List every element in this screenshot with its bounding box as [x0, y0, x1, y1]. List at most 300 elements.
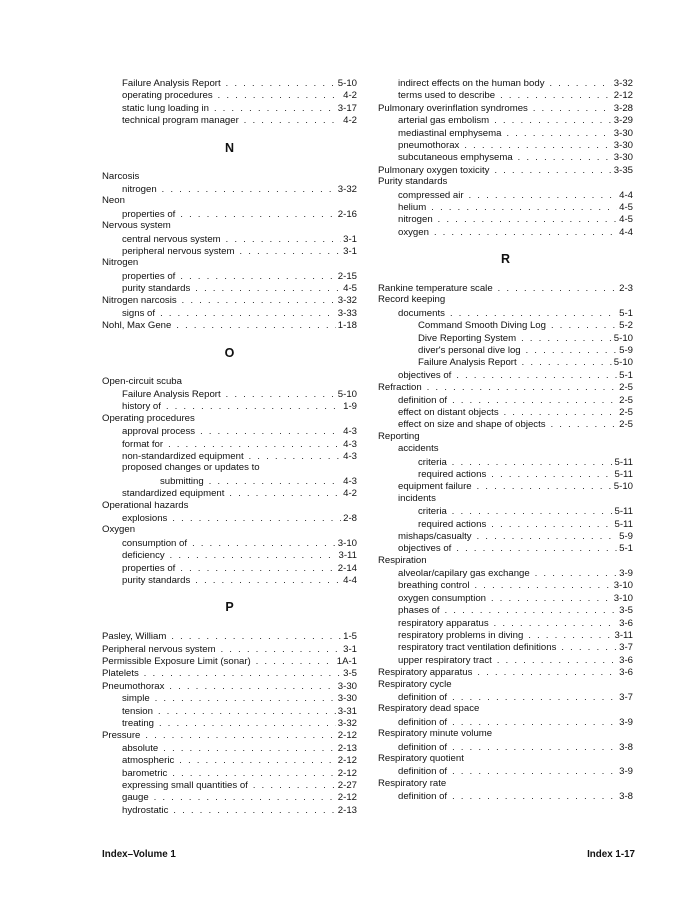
- page-reference: 3-6: [619, 617, 633, 629]
- page-reference: 3-8: [619, 791, 633, 803]
- dot-leader: [452, 394, 617, 406]
- index-entry: [102, 270, 357, 282]
- index-entry: [378, 456, 633, 468]
- page-reference: 3-28: [613, 102, 633, 114]
- dot-leader: [240, 245, 342, 257]
- dot-leader: [452, 456, 613, 468]
- index-entry: [102, 183, 357, 195]
- page-reference: 3-9: [619, 766, 633, 778]
- index-term: Dive Reporting System: [418, 332, 517, 344]
- index-term: Nohl, Max Gene: [102, 320, 172, 332]
- index-entry: [378, 703, 633, 715]
- index-term: documents: [398, 307, 445, 319]
- index-term: purity standards: [122, 574, 191, 586]
- index-term: Record keeping: [378, 294, 446, 306]
- index-entry: [378, 753, 633, 765]
- index-term: properties of: [122, 562, 176, 574]
- page-reference: 4-5: [619, 201, 633, 213]
- index-entry: [378, 567, 633, 579]
- dot-leader: [214, 102, 336, 114]
- page-reference: 5-10: [613, 332, 633, 344]
- index-entry: [102, 705, 357, 717]
- page-reference: 5-10: [337, 78, 357, 89]
- index-entry: [378, 201, 633, 213]
- page-reference: 3-30: [613, 139, 633, 151]
- index-term: respiratory tract ventilation definitions: [398, 642, 557, 654]
- index-entry: [102, 233, 357, 245]
- page-reference: 3-30: [613, 127, 633, 139]
- dot-leader: [195, 574, 341, 586]
- index-term: terms used to describe: [398, 90, 496, 102]
- index-entry: [102, 114, 357, 126]
- page-reference: 5-9: [619, 345, 633, 357]
- dot-leader: [221, 643, 342, 655]
- index-entry: [102, 680, 357, 692]
- page-reference: 5-1: [619, 369, 633, 381]
- dot-leader: [477, 666, 617, 678]
- page-reference: 5-1: [619, 543, 633, 555]
- dot-leader: [494, 617, 617, 629]
- page-reference: 3-1: [343, 233, 357, 245]
- index-term: Failure Analysis Report: [122, 78, 221, 89]
- dot-leader: [491, 518, 612, 530]
- index-entry: [102, 537, 357, 549]
- page-reference: 1-9: [343, 401, 357, 413]
- index-entry: [378, 176, 633, 188]
- page-reference: 3-30: [337, 680, 357, 692]
- dot-leader: [162, 183, 336, 195]
- dot-leader: [477, 480, 612, 492]
- page-reference: 3-17: [337, 102, 357, 114]
- index-entry: [102, 717, 357, 729]
- index-entry: [102, 643, 357, 655]
- dot-leader: [179, 754, 336, 766]
- page-reference: 4-5: [343, 283, 357, 295]
- page-reference: 2-16: [337, 208, 357, 220]
- dot-leader: [445, 604, 618, 616]
- index-term: criteria: [418, 506, 447, 518]
- index-term: purity standards: [122, 283, 191, 295]
- dot-leader: [172, 767, 335, 779]
- index-term: signs of: [122, 307, 156, 319]
- dot-leader: [427, 381, 617, 393]
- index-entry: [378, 226, 633, 238]
- index-term: helium: [398, 201, 427, 213]
- index-entry: [378, 716, 633, 728]
- dot-leader: [500, 89, 612, 101]
- dot-leader: [528, 629, 612, 641]
- footer-volume-label: Index–Volume 1: [102, 849, 176, 860]
- index-entry: [102, 804, 357, 816]
- index-entry: [102, 413, 357, 425]
- page-reference: 1-18: [337, 320, 357, 332]
- index-entry: [378, 139, 633, 151]
- page-reference: 3-32: [337, 183, 357, 195]
- page-reference: 4-4: [619, 189, 633, 201]
- page-reference: 2-5: [619, 419, 633, 431]
- index-entry: [378, 164, 633, 176]
- page-reference: 3-5: [619, 605, 633, 617]
- page-reference: 5-10: [613, 357, 633, 369]
- index-term: mediastinal emphysema: [398, 127, 502, 139]
- index-entry: [378, 641, 633, 653]
- page-reference: 5-10: [337, 389, 357, 401]
- dot-leader: [168, 438, 341, 450]
- dot-leader: [452, 765, 617, 777]
- dot-leader: [169, 680, 335, 692]
- page-reference: 3-32: [337, 295, 357, 307]
- index-term: respiratory problems in diving: [398, 630, 524, 642]
- page-reference: 5-2: [619, 320, 633, 332]
- index-term: simple: [122, 693, 150, 705]
- section-letter-heading: R: [500, 252, 511, 267]
- index-entry: [378, 728, 633, 740]
- index-entry: [102, 462, 357, 474]
- dot-leader: [170, 549, 337, 561]
- index-term: Pressure: [102, 730, 141, 742]
- dot-leader: [522, 356, 612, 368]
- dot-leader: [226, 388, 336, 400]
- page-reference: 3-9: [619, 568, 633, 580]
- index-entry: [102, 475, 357, 487]
- index-term: proposed changes or updates to: [122, 462, 260, 474]
- index-term: Reporting: [378, 430, 420, 442]
- index-entry: [378, 493, 633, 505]
- page-reference: 2-15: [337, 270, 357, 282]
- index-entry: [378, 778, 633, 790]
- index-entry: [102, 400, 357, 412]
- page-reference: 3-6: [619, 654, 633, 666]
- index-entry: [102, 89, 357, 101]
- dot-leader: [526, 344, 618, 356]
- index-term: non-standardized equipment: [122, 450, 244, 462]
- dot-leader: [550, 77, 612, 89]
- dot-leader: [535, 567, 617, 579]
- index-term: Failure Analysis Report: [418, 357, 517, 369]
- index-term: Failure Analysis Report: [122, 389, 221, 401]
- index-entry: [102, 754, 357, 766]
- page-reference: 2-12: [337, 767, 357, 779]
- index-term: Permissible Exposure Limit (sonar): [102, 656, 251, 668]
- index-entry: [378, 344, 633, 356]
- index-entry: [102, 220, 357, 232]
- page-reference: 2-27: [337, 779, 357, 791]
- index-term: history of: [122, 401, 161, 413]
- page-reference: 2-14: [337, 562, 357, 574]
- index-entry: [378, 189, 633, 201]
- index-term: required actions: [418, 518, 487, 530]
- index-term: tension: [122, 705, 153, 717]
- page-reference: 2-8: [343, 512, 357, 524]
- index-term: submitting: [160, 475, 204, 487]
- index-term: approval process: [122, 426, 196, 438]
- dot-leader: [159, 717, 336, 729]
- dot-leader: [209, 475, 341, 487]
- index-entry: [102, 512, 357, 524]
- page-reference: 2-12: [613, 90, 633, 102]
- dot-leader: [491, 592, 612, 604]
- page-reference: 4-3: [343, 450, 357, 462]
- dot-leader: [253, 779, 336, 791]
- dot-leader: [166, 400, 341, 412]
- dot-leader: [172, 512, 341, 524]
- page-reference: 3-30: [337, 693, 357, 705]
- index-entry: [378, 542, 633, 554]
- dot-leader: [469, 189, 618, 201]
- section-letter-heading: P: [225, 600, 234, 615]
- dot-leader: [176, 319, 335, 331]
- index-term: standardized equipment: [122, 488, 225, 500]
- page-reference: 3-5: [343, 668, 357, 680]
- index-term: deficiency: [122, 550, 165, 562]
- index-term: pneumothorax: [398, 139, 460, 151]
- index-term: Respiratory cycle: [378, 678, 452, 690]
- index-term: explosions: [122, 512, 168, 524]
- page-reference: 2-12: [337, 730, 357, 742]
- dot-leader: [163, 742, 336, 754]
- index-entry: [102, 245, 357, 257]
- section-letter-heading: O: [224, 345, 235, 360]
- dot-leader: [249, 450, 342, 462]
- dot-leader: [474, 579, 611, 591]
- index-term: subcutaneous emphysema: [398, 152, 513, 164]
- index-entry: [378, 282, 633, 294]
- index-entry: [378, 691, 633, 703]
- dot-leader: [195, 282, 341, 294]
- index-term: Open-circuit scuba: [102, 375, 182, 387]
- index-entry: [378, 592, 633, 604]
- index-term: gauge: [122, 792, 149, 804]
- index-term: Respiration: [378, 554, 427, 566]
- index-term: diver's personal dive log: [418, 345, 521, 357]
- index-entry: [102, 742, 357, 754]
- index-term: definition of: [398, 394, 448, 406]
- dot-leader: [438, 213, 617, 225]
- page-reference: 3-32: [337, 718, 357, 730]
- page-reference: 3-10: [613, 592, 633, 604]
- index-entry: [378, 102, 633, 114]
- index-entry: [102, 655, 357, 667]
- dot-leader: [506, 127, 611, 139]
- page-reference: 2-12: [337, 755, 357, 767]
- index-entry: [378, 89, 633, 101]
- page-reference: 4-4: [619, 226, 633, 238]
- dot-leader: [497, 654, 617, 666]
- index-term: equipment failure: [398, 481, 472, 493]
- dot-leader: [182, 294, 336, 306]
- page-reference: 3-7: [619, 642, 633, 654]
- dot-leader: [494, 164, 611, 176]
- index-term: upper respiratory tract: [398, 654, 492, 666]
- dot-leader: [154, 791, 336, 803]
- page-reference: 3-7: [619, 691, 633, 703]
- index-entry: [102, 767, 357, 779]
- index-term: objectives of: [398, 543, 452, 555]
- index-entry: [378, 127, 633, 139]
- dot-leader: [200, 425, 341, 437]
- index-term: definition of: [398, 766, 448, 778]
- index-entry: [378, 431, 633, 443]
- index-term: Purity standards: [378, 176, 448, 188]
- page-reference: 3-10: [613, 580, 633, 592]
- index-term: phases of: [398, 605, 440, 617]
- page-reference: 2-13: [337, 742, 357, 754]
- index-entry: [378, 307, 633, 319]
- index-entry: [378, 294, 633, 306]
- index-term: consumption of: [122, 537, 188, 549]
- index-term: compressed air: [398, 189, 464, 201]
- index-entry: [378, 530, 633, 542]
- dot-leader: [226, 77, 336, 89]
- index-entry: [378, 356, 633, 368]
- dot-leader: [494, 114, 612, 126]
- index-term: Nervous system: [102, 220, 171, 232]
- index-term: nitrogen: [398, 214, 433, 226]
- page-reference: 5-10: [613, 481, 633, 493]
- index-term: format for: [122, 438, 164, 450]
- page-reference: 5-1: [619, 307, 633, 319]
- index-entry: [102, 500, 357, 512]
- index-term: Pneumothorax: [102, 680, 165, 692]
- index-term: Pulmonary overinflation syndromes: [378, 102, 528, 114]
- page-reference: 3-9: [619, 716, 633, 728]
- index-column-right: [378, 77, 633, 802]
- dot-leader: [498, 282, 617, 294]
- index-entry: [378, 418, 633, 430]
- index-term: arterial gas embolism: [398, 115, 490, 127]
- page-reference: 2-5: [619, 394, 633, 406]
- index-entry: [378, 617, 633, 629]
- index-entry: [102, 438, 357, 450]
- index-entry: [102, 171, 357, 183]
- page-reference: 5-11: [614, 456, 633, 468]
- dot-leader: [518, 151, 612, 163]
- index-entry: [378, 629, 633, 641]
- section-letter-heading: N: [224, 140, 235, 155]
- index-entry: [102, 562, 357, 574]
- index-entry: [378, 151, 633, 163]
- index-term: effect on size and shape of objects: [398, 419, 546, 431]
- dot-leader: [452, 741, 617, 753]
- index-entry: [378, 319, 633, 331]
- index-term: mishaps/casualty: [398, 530, 472, 542]
- index-entry: [102, 574, 357, 586]
- dot-leader: [192, 537, 336, 549]
- index-entry: [378, 518, 633, 530]
- dot-leader: [477, 530, 618, 542]
- index-entry: [378, 381, 633, 393]
- index-term: Nitrogen narcosis: [102, 295, 177, 307]
- page-reference: 2-5: [619, 382, 633, 394]
- page-reference: 3-1: [343, 245, 357, 257]
- index-term: incidents: [398, 492, 436, 504]
- index-term: Operating procedures: [102, 412, 195, 424]
- dot-leader: [551, 418, 618, 430]
- index-term: respiratory apparatus: [398, 617, 489, 629]
- dot-leader: [180, 270, 335, 282]
- dot-leader: [226, 233, 341, 245]
- index-term: Pulmonary oxygen toxicity: [378, 164, 490, 176]
- index-entry: [378, 505, 633, 517]
- dot-leader: [452, 716, 617, 728]
- index-entry: [102, 667, 357, 679]
- dot-leader: [551, 319, 617, 331]
- dot-leader: [180, 208, 335, 220]
- index-entry: [102, 450, 357, 462]
- dot-leader: [155, 692, 336, 704]
- dot-leader: [456, 369, 617, 381]
- page-reference: 5-9: [619, 530, 633, 542]
- dot-leader: [431, 201, 617, 213]
- index-term: static lung loading in: [122, 102, 209, 114]
- page-reference: 2-13: [337, 804, 357, 816]
- dot-leader: [434, 226, 617, 238]
- dot-leader: [521, 332, 612, 344]
- index-term: Respiratory dead space: [378, 703, 480, 715]
- page-reference: 3-11: [338, 550, 357, 562]
- index-term: Refraction: [378, 382, 422, 394]
- index-term: definition of: [398, 691, 448, 703]
- page-reference: 3-6: [619, 667, 633, 679]
- footer-page-number: Index 1-17: [587, 849, 635, 860]
- index-entry: [102, 524, 357, 536]
- index-entry: [378, 406, 633, 418]
- dot-leader: [145, 729, 335, 741]
- index-term: definition of: [398, 791, 448, 803]
- dot-leader: [504, 406, 618, 418]
- index-entry: [378, 213, 633, 225]
- index-entry: [378, 604, 633, 616]
- index-term: properties of: [122, 270, 176, 282]
- dot-leader: [491, 468, 612, 480]
- index-entry: [378, 114, 633, 126]
- dot-leader: [452, 790, 617, 802]
- dot-leader: [256, 655, 335, 667]
- page-reference: 4-2: [343, 90, 357, 102]
- index-entry: [102, 692, 357, 704]
- index-entry: [102, 77, 357, 89]
- index-entry: [378, 579, 633, 591]
- dot-leader: [144, 667, 341, 679]
- index-entry: [378, 790, 633, 802]
- page-reference: 3-29: [613, 115, 633, 127]
- page-reference: 3-8: [619, 741, 633, 753]
- index-entry: [378, 679, 633, 691]
- page-reference: 4-3: [343, 475, 357, 487]
- dot-leader: [160, 307, 336, 319]
- index-entry: [378, 468, 633, 480]
- index-entry: [378, 765, 633, 777]
- index-term: properties of: [122, 208, 176, 220]
- index-term: criteria: [418, 456, 447, 468]
- index-term: Operational hazards: [102, 499, 189, 511]
- index-term: Oxygen: [102, 524, 136, 536]
- page-reference: 1A-1: [336, 656, 357, 668]
- page-reference: 3-31: [337, 705, 357, 717]
- dot-leader: [561, 641, 617, 653]
- index-term: technical program manager: [122, 115, 239, 127]
- index-term: Nitrogen: [102, 257, 139, 269]
- dot-leader: [171, 630, 341, 642]
- index-term: Narcosis: [102, 170, 140, 182]
- page-reference: 3-30: [613, 152, 633, 164]
- page-reference: 3-1: [343, 643, 357, 655]
- index-term: barometric: [122, 767, 168, 779]
- dot-leader: [180, 562, 335, 574]
- index-term: Pasley, William: [102, 631, 167, 643]
- index-term: atmospheric: [122, 755, 175, 767]
- index-entry: [102, 102, 357, 114]
